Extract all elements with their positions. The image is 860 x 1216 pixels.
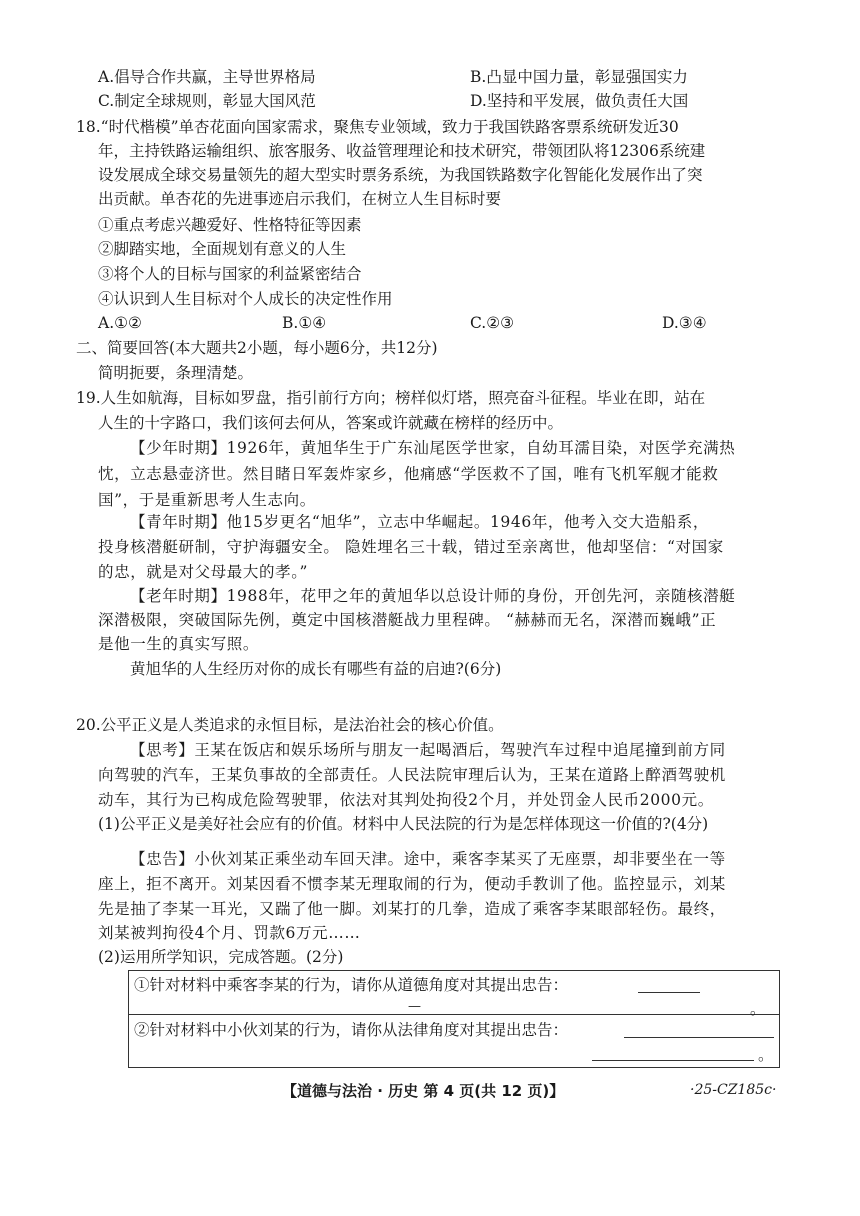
q18-item-3: ③将个人的目标与国家的利益紧密结合 bbox=[98, 265, 362, 283]
exam-code: ·25-CZ185c· bbox=[690, 1082, 777, 1098]
answer-period-2: 。 bbox=[758, 1046, 774, 1064]
q19-young-3: 的忠，就是对父母最大的孝。” bbox=[98, 563, 309, 581]
q18-option-a: A.①② bbox=[98, 314, 142, 332]
q18-line-1: 18.“时代楷模”单杏花面向国家需求，聚焦专业领域，致力于我国铁路客票系统研发近30 bbox=[76, 118, 679, 136]
q19-young-1: 【青年时期】他15岁更名“旭华”，立志中华崛起。1946年，他考入交大造船系， bbox=[130, 513, 709, 531]
q20-think-2: 向驾驶的汽车，王某负事故的全部责任。人民法院审理后认为，王某在道路上醉酒驾驶机 bbox=[98, 766, 726, 784]
answer-line-1a[interactable] bbox=[638, 978, 700, 993]
q20-advice-3: 先是抽了李某一耳光，又踹了他一脚。刘某打的几拳，造成了乘客李某眼部轻伤。最终， bbox=[98, 900, 726, 918]
answer-period-1: 。 bbox=[750, 1000, 766, 1018]
q19-youth-1: 【少年时期】1926年，黄旭华生于广东汕尾医学世家，自幼耳濡目染，对医学充满热 bbox=[130, 439, 736, 457]
q18-option-c: C.②③ bbox=[470, 314, 515, 332]
q20-advice-1: 【忠告】小伙刘某正乘坐动车回天津。途中，乘客李某买了无座票，却非要坐在一等 bbox=[130, 850, 726, 868]
q18-item-1: ①重点考虑兴趣爱好、性格特征等因素 bbox=[98, 216, 362, 234]
q20-think-3: 动车，其行为已构成危险驾驶罪，依法对其判处拘役2个月，并处罚金人民币2000元。 bbox=[98, 791, 714, 809]
q19-old-1: 【老年时期】1988年，花甲之年的黄旭华以总设计师的身份，开创先河，亲随核潜艇 bbox=[130, 587, 736, 605]
q18-item-2: ②脚踏实地，全面规划有意义的人生 bbox=[98, 240, 347, 258]
section-2-note: 简明扼要，条理清楚。 bbox=[98, 364, 254, 382]
q20-sub-2: (2)运用所学知识，完成答题。(2分) bbox=[98, 948, 344, 966]
q18-option-d: D.③④ bbox=[662, 314, 707, 332]
answer-line-2b[interactable] bbox=[592, 1046, 754, 1061]
q20-advice-2: 座上，拒不离开。刘某因看不惯李某无理取闹的行为，便动手教训了他。监控显示，刘某 bbox=[98, 875, 726, 893]
answer-line-2a[interactable] bbox=[624, 1023, 774, 1038]
q20-sub-1: (1)公平正义是美好社会应有的价值。材料中人民法院的行为是怎样体现这一价值的?(4分) bbox=[98, 815, 709, 833]
q18-item-4: ④认识到人生目标对个人成长的决定性作用 bbox=[98, 290, 393, 308]
q19-intro-2: 人生的十字路口，我们该何去何从，答案或许就藏在榜样的经历中。 bbox=[98, 414, 564, 432]
q17-option-d: D.坚持和平发展，做负责任大国 bbox=[470, 92, 689, 110]
box-prompt-1: ①针对材料中乘客李某的行为，请你从道德角度对其提出忠告： bbox=[134, 976, 569, 994]
q17-option-a: A.倡导合作共赢，主导世界格局 bbox=[98, 68, 316, 86]
q19-question: 黄旭华的人生经历对你的成长有哪些有益的启迪?(6分) bbox=[130, 660, 502, 678]
q19-intro-1: 19.人生如航海，目标如罗盘，指引前行方向；榜样似灯塔，照亮奋斗征程。毕业在即，站在 bbox=[76, 389, 706, 407]
q18-line-3: 设发展成全球交易量领先的超大型实时票务系统，为我国铁路数字化智能化发展作出了突 bbox=[98, 166, 703, 184]
box-prompt-2: ②针对材料中小伙刘某的行为，请你从法律角度对其提出忠告： bbox=[134, 1021, 569, 1039]
q17-option-c: C.制定全球规则，彰显大国风范 bbox=[98, 92, 316, 110]
q18-option-b: B.①④ bbox=[282, 314, 327, 332]
answer-dash: — bbox=[408, 999, 421, 1014]
answer-line-1b[interactable] bbox=[598, 1000, 746, 1015]
q18-line-2: 年，主持铁路运输组织、旅客服务、收益管理理论和技术研究，带领团队将12306系统建 bbox=[98, 142, 706, 160]
q20-intro: 20.公平正义是人类追求的永恒目标，是法治社会的核心价值。 bbox=[76, 716, 504, 734]
q17-option-b: B.凸显中国力量，彰显强国实力 bbox=[470, 68, 688, 86]
q19-youth-2: 忱，立志悬壶济世。然目睹日军轰炸家乡，他痛感“学医救不了国，唯有飞机军舰才能救 bbox=[98, 465, 719, 483]
q19-old-3: 是他一生的真实写照。 bbox=[98, 635, 260, 653]
q20-think-1: 【思考】王某在饭店和娱乐场所与朋友一起喝酒后，驾驶汽车过程中追尾撞到前方同 bbox=[130, 741, 726, 759]
section-2-title: 二、简要回答(本大题共2小题，每小题6分，共12分) bbox=[76, 339, 438, 357]
page-footer: 【道德与法治 · 历史 第 4 页(共 12 页)】 bbox=[282, 1082, 565, 1100]
q19-youth-3: 国”，于是重新思考人生志向。 bbox=[98, 491, 316, 509]
q19-old-2: 深潜极限，突破国际先例，奠定中国核潜艇战力里程碑。 “赫赫而无名，深潜而巍峨”正 bbox=[98, 611, 717, 629]
q19-young-2: 投身核潜艇研制，守护海疆安全。 隐姓埋名三十载，错过至亲离世，他却坚信：“对国家 bbox=[98, 538, 724, 556]
q20-advice-4: 刘某被判拘役4个月、罚款6万元…… bbox=[98, 924, 361, 942]
q18-line-4: 出贡献。单杏花的先进事迹启示我们，在树立人生目标时要 bbox=[98, 190, 502, 208]
